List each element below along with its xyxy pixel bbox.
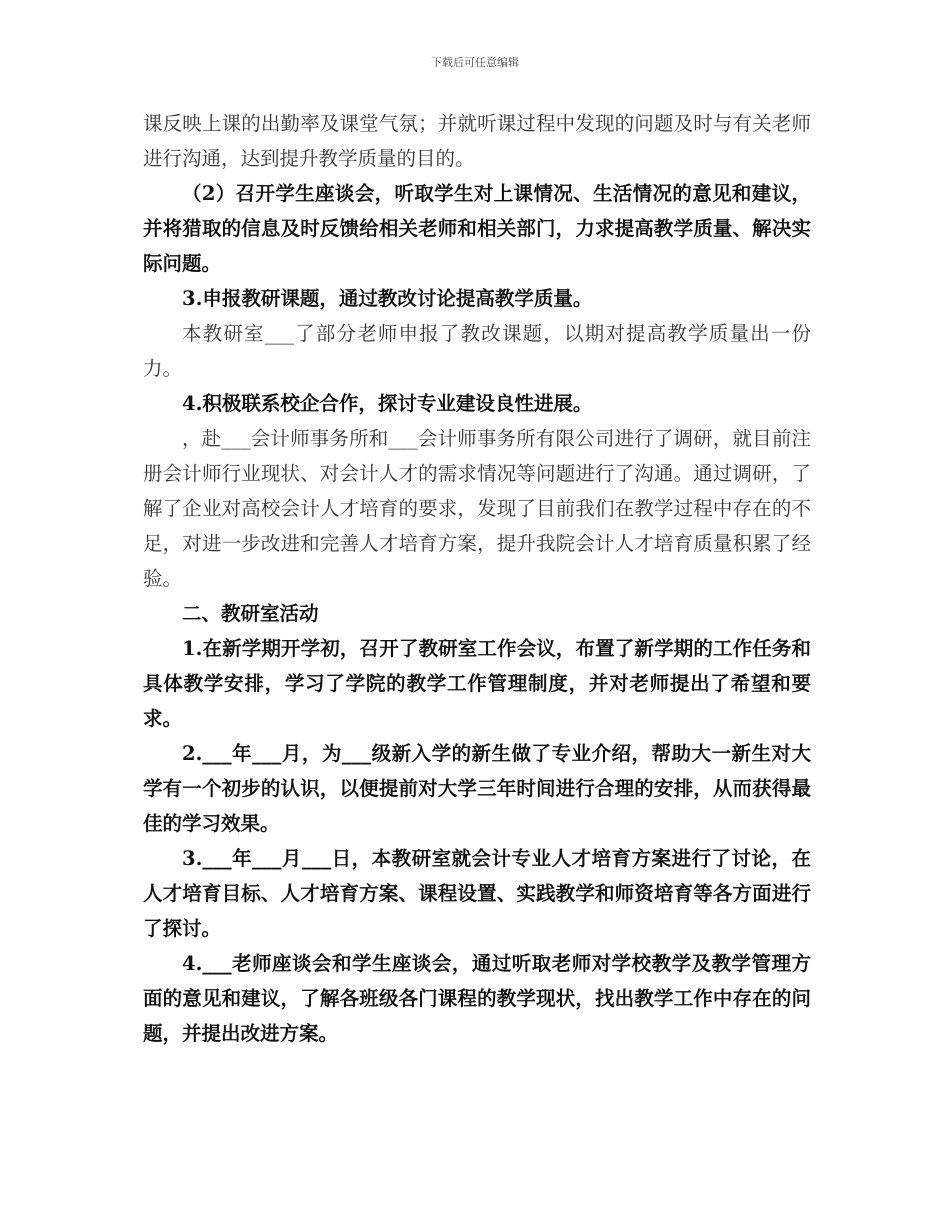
paragraph-activity-1: 1.在新学期开学初，召开了教研室工作会议，布置了新学期的工作任务和具体教学安排，学习了学院的教学工作管理制度，并对老师提出了希望和要求。 xyxy=(143,637,811,730)
paragraph-activity-2: 2.___年___月，为___级新入学的新生做了专业介绍，帮助大一新生对大学有一个初步的认识，以便提前对大学三年时间进行合理的安排，从而获得最佳的学习效果。 xyxy=(143,742,811,835)
heading-research-topics: 3.申报教研课题，通过教改讨论提高教学质量。 xyxy=(182,287,593,310)
document-body xyxy=(143,106,811,1051)
page-header: 下载后可任意编辑 xyxy=(431,56,519,69)
paragraph-research-topics: 本教研室___了部分老师申报了教改课题，以期对提高教学质量出一份力。 xyxy=(143,322,811,380)
paragraph-attendance-feedback: 课反映上课的出勤率及课堂气氛；并就听课过程中发现的问题及时与有关老师进行沟通，达到提升教学质量的目的。 xyxy=(143,112,811,170)
paragraph-school-enterprise: ，赴___会计师事务所和___会计师事务所有限公司进行了调研，就目前注册会计师行业现状、对会计人才的需求情况等问题进行了沟通。通过调研，了解了企业对高校会计人才培育的要求，发现了目前我们在教学过程中存在的不足，对进一步改进和完善人才培育方案，提升我院会计人才培育质量积累了经验。 xyxy=(143,427,811,590)
heading-school-enterprise: 4.积极联系校企合作，探讨专业建设良性进展。 xyxy=(182,392,593,415)
paragraph-student-forum: （2）召开学生座谈会，听取学生对上课情况、生活情况的意见和建议，并将猎取的信息及时反馈给相关老师和相关部门，力求提高教学质量、解决实际问题。 xyxy=(143,182,811,275)
section-heading-activities: 二、教研室活动 xyxy=(182,602,319,625)
paragraph-activity-4: 4.___老师座谈会和学生座谈会，通过听取老师对学校教学及教学管理方面的意见和建议，了解各班级各门课程的教学现状，找出教学工作中存在的问题，并提出改进方案。 xyxy=(143,952,811,1045)
paragraph-activity-3: 3.___年___月___日，本教研室就会计专业人才培育方案进行了讨论，在人才培育目标、人才培育方案、课程设置、实践教学和师资培育等各方面进行了探讨。 xyxy=(143,847,811,940)
